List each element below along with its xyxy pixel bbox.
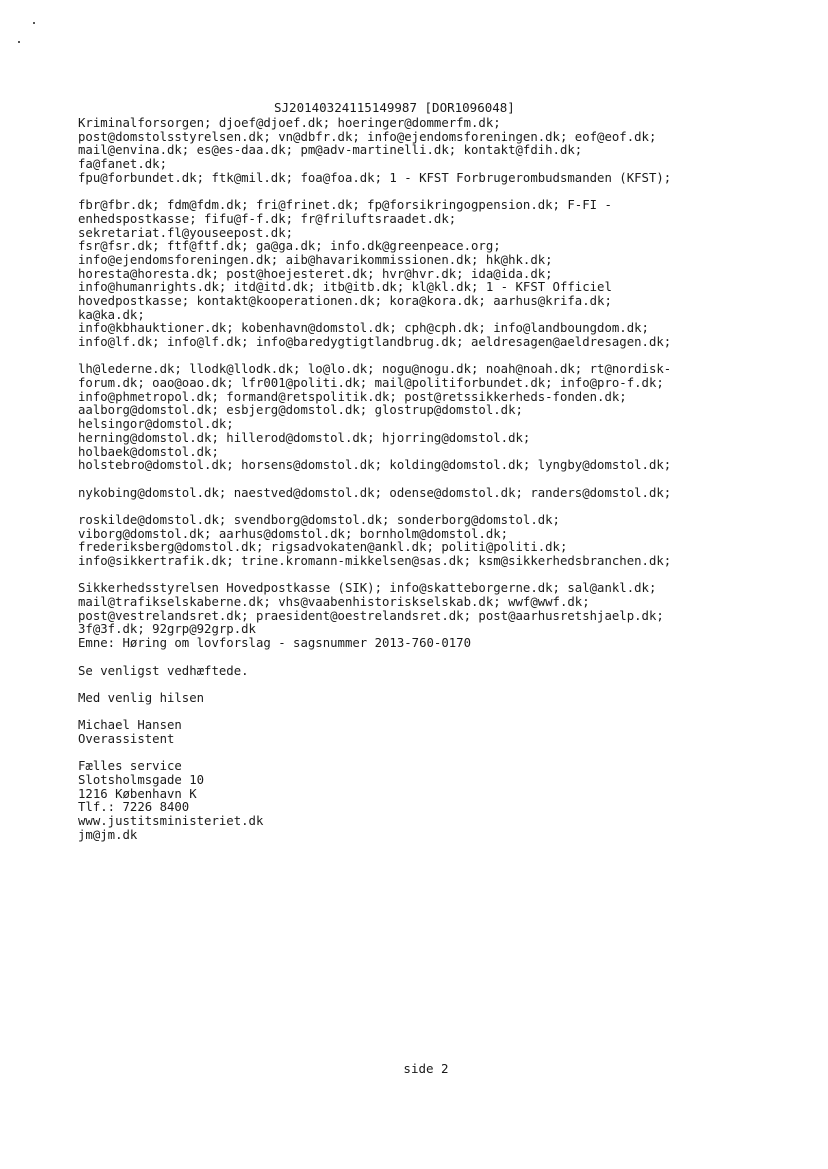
text-line: info@sikkertrafik.dk; trine.kromann-mikkelsen@sas.dk; ksm@sikkerhedsbranchen.dk; [78,553,672,568]
message-reference: SJ20140324115149987 [DOR1096048] [274,100,515,115]
text-line: ka@ka.dk; [78,306,145,322]
text-line: post@domstolsstyrelsen.dk; vn@dbfr.dk; info@ejendomsforeningen.dk; eof@eof.dk; [78,128,657,144]
text-line: lh@lederne.dk; llodk@llodk.dk; lo@lo.dk; nogu@nogu.dk; noah@noah.dk; rt@nordisk- [78,361,672,377]
text-line: horesta@horesta.dk; post@hoejesteret.dk; hvr@hvr.dk; ida@ida.dk; [78,265,553,281]
text-line: roskilde@domstol.dk; svendborg@domstol.dk; sonderborg@domstol.dk; [78,511,560,527]
text-line: post@vestrelandsret.dk; praesident@oestrelandsret.dk; post@aarhusretshjaelp.dk; [78,607,664,623]
page-footer [0,1062,828,1076]
text-line: enhedspostkasse; fifu@f-f.dk; fr@friluftsraadet.dk; [78,210,457,226]
text-line: fsr@fsr.dk; ftf@ftf.dk; ga@ga.dk; info.dk@greenpeace.org; [78,238,501,254]
text-line: Med venlig hilsen [78,689,205,705]
blank-line [78,349,758,363]
text-line: fa@fanet.dk; [78,156,167,172]
text-line: hovedpostkasse; kontakt@kooperationen.dk; kora@kora.dk; aarhus@krifa.dk; [78,292,612,308]
text-line: fbr@fbr.dk; fdm@fdm.dk; fri@frinet.dk; fp@forsikringogpension.dk; F-FI - [78,197,612,213]
text-line: viborg@domstol.dk; aarhus@domstol.dk; bornholm@domstol.dk; [78,525,509,541]
blank-line [78,184,758,198]
scan-speck [33,22,35,24]
text-line: nykobing@domstol.dk; naestved@domstol.dk; odense@domstol.dk; randers@domstol.dk; [78,484,672,500]
text-line: herning@domstol.dk; hillerod@domstol.dk; hjorring@domstol.dk; [78,429,531,445]
text-line: www.justitsministeriet.dk [78,813,264,829]
text-line: frederiksberg@domstol.dk; rigsadvokaten@ankl.dk; politi@politi.dk; [78,539,568,555]
text-line: 3f@3f.dk; 92grp@92grp.dk [78,621,256,637]
blank-line [78,746,758,760]
email-body [78,116,758,841]
text-line: mail@envina.dk; es@es-daa.dk; pm@adv-martinelli.dk; kontakt@fdih.dk; [78,142,583,158]
text-line: helsingor@domstol.dk; [78,416,234,432]
text-line: jm@jm.dk [78,826,138,842]
blank-line [78,650,758,664]
text-line: holbaek@domstol.dk; [78,443,219,459]
text-line: info@humanrights.dk; itd@itd.dk; itb@itb.dk; kl@kl.dk; 1 - KFST Officiel [78,279,612,295]
text-line: info@phmetropol.dk; formand@retspolitik.dk; post@retssikkerheds-fonden.dk; [78,388,627,404]
text-line: Michael Hansen [78,717,182,733]
blank-line [78,705,758,719]
text-line: sekretariat.fl@youseepost.dk; [78,224,294,240]
blank-line [78,472,758,486]
blank-line [78,499,758,513]
text-line: 1216 København K [78,785,197,801]
text-line: mail@trafikselskaberne.dk; vhs@vaabenhistoriskselskab.dk; wwf@wwf.dk; [78,594,590,610]
text-line: Slotsholmsgade 10 [78,772,205,787]
text-line: info@lf.dk; info@lf.dk; info@baredygtigtlandbrug.dk; aeldresagen@aeldresagen.dk; [78,334,672,349]
blank-line [78,568,758,582]
text-line: Se venligst vedhæftede. [78,662,249,678]
text-line: forum.dk; oao@oao.dk; lfr001@politi.dk; mail@politiforbundet.dk; info@pro-f.dk; [78,375,664,391]
text-line: info@ejendomsforeningen.dk; aib@havarikommissionen.dk; hk@hk.dk; [78,251,553,267]
text-line: Kriminalforsorgen; djoef@djoef.dk; hoeringer@dommerfm.dk; [78,115,501,130]
text-line: Emne: Høring om lovforslag - sagsnummer 2013-760-0170 [78,635,471,651]
blank-line [78,677,758,691]
text-line: Sikkerhedsstyrelsen Hovedpostkasse (SIK); info@skatteborgerne.dk; sal@ankl.dk; [78,580,657,596]
scan-speck [18,41,20,43]
text-line: info@kbhauktioner.dk; kobenhavn@domstol.dk; cph@cph.dk; info@landboungdom.dk; [78,320,649,336]
text-line: aalborg@domstol.dk; esbjerg@domstol.dk; glostrup@domstol.dk; [78,402,523,418]
text-line: fpu@forbundet.dk; ftk@mil.dk; foa@foa.dk; 1 - KFST Forbrugerombudsmanden (KFST); [78,169,672,185]
text-line: holstebro@domstol.dk; horsens@domstol.dk; kolding@domstol.dk; lyngby@domstol.dk; [78,457,672,473]
text-line: Fælles service [78,758,182,774]
text-line: Tlf.: 7226 8400 [78,799,190,815]
page-number: side 2 [403,1061,449,1076]
text-line: Overassistent [78,730,175,746]
